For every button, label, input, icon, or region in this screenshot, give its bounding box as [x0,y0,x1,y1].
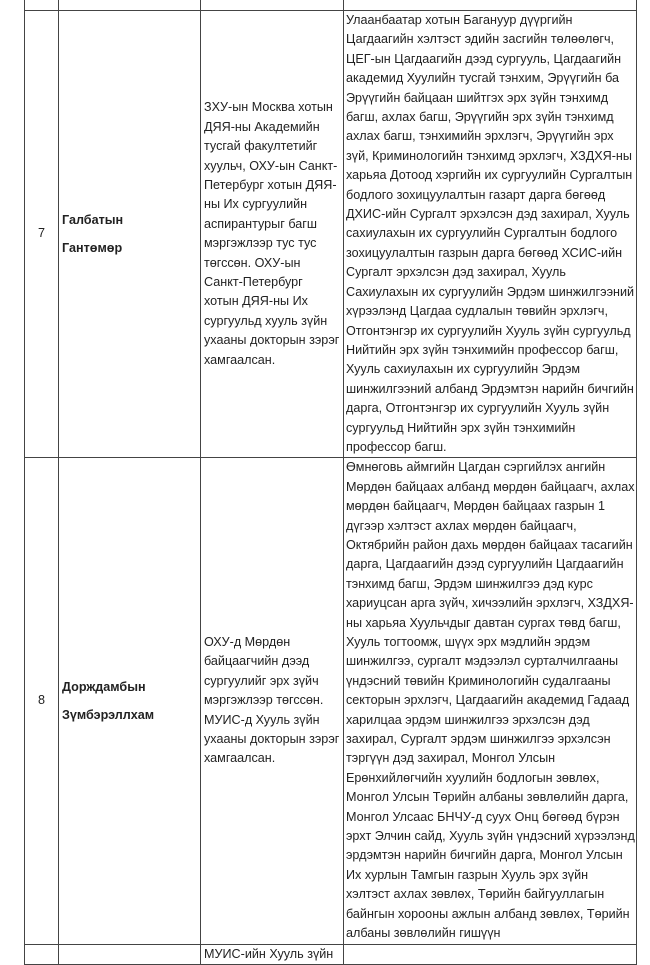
education-cell: ОХУ-д Мөрдөн байцаагчийн дээд сургуулийг эрх зүйч мэргэжлээр төгссөн. МУИС-д Хууль зүйн ухааны докторын зэрэг хамгаалсан. [201,458,344,944]
table-row [25,944,637,964]
name-last: Зүмбэрэллхам [62,707,155,722]
members-table [24,0,637,965]
name-first: Галбатын [62,213,124,228]
work-experience-cell: Улаанбаатар хотын Багануур дүүргийн Цагдаагийн хэлтэст эдийн засгийн төлөөлөгч, ЦЕГ-ын Цагдаагийн дээд сургууль, Цагдаагийн академид Хуулийн тусгай тэнхим, Эрүүгийн ба Эрүүгийн байцаан шийтгэх эрх зүйн тэнхимд багш, ахлах багш, Эрүүгийн эрх зүйн тэнхимд ахлах багш, тэнхимийн эрхлэгч, Эрүүгийн эрх зүй, Криминологийн тэнхимд эрхлэгч, ХЗДХЯ-ны харьяа Дотоод хэргийн их сургуулийн Сургалтын бодлого зохицуулалтын газарт дарга бөгөөд ДХИС-ийн Сургалт эрхэлсэн дэд захирал, Хууль сахиулахын их сургуулийн Сургалтын бодлого зохицуулалтын газрын дарга бөгөөд ХСИС-ийн Сургалт эрхэлсэн дэд захирал, Хууль Сахиулахын их сургуулийн Эрдэм шинжилгээний хүрээлэнд Цагдаа судлалын төвийн эрхлэгч, Отгонтэнгэр их сургуулийн Хууль зүйн сургуульд Нийтийн эрх зүйн тэнхимийн профессор багш, Хууль сахиулахын их сургуулийн Эрдэм шинжилгээний албанд Эрдэмтэн нарийн бичгийн дарга, Отгонтэнгэр их сургуулийн Хууль зүйн сургуульд Нийтийн эрх зүйн тэнхимийн профессор багш. [344,11,637,458]
row-number [25,944,59,964]
member-name [59,0,201,11]
row-number [25,0,59,11]
table-row [25,11,637,458]
member-name [59,11,201,458]
work-experience-cell [344,944,637,964]
education-cell [201,0,344,11]
table-row [25,458,637,944]
member-name [59,944,201,964]
name-last: Гантөмөр [62,241,123,256]
row-number: 7 [25,11,59,458]
row-number: 8 [25,458,59,944]
name-first: Дорждамбын [62,679,146,694]
work-experience-cell: Өмнөговь аймгийн Цагдан сэргийлэх ангийн Мөрдөн байцаах албанд мөрдөн байцаагч, ахлах мөрдөн байцаагч, Мөрдөн байцаах газрын 1 дүгээр хэлтэст ахлах мөрдөн байцаагч, Октябрийн район дахь мөрдөн байцаах тасагийн дарга, Цагдаагийн дээд сургуулийн Цагдаагийн тэнхимд багш, Эрдэм шинжилгээ дэд курс хариуцсан арга зүйч, хичээлийн эрхлэгч, ХЗДХЯ-ны харьяа Хуульчдыг давтан сургах төвд багш, Хууль тогтоомж, шүүх эрх мэдлийн эрдэм шинжилгээ, сургалт мэдээлэл сурталчилгааны үндэсний төвийн Криминологийн судалгааны секторын эрхлэгч, Цагдаагийн академид Гадаад харилцаа эрдэм шинжилгээ эрхэлсэн дэд захирал, Сургалт эрдэм шинжилгээ эрхэлсэн тэргүүн дэд захирал, Монгол Улсын Ерөнхийлөгчийн хуулийн бодлогын зөвлөх, Монгол Улсын Төрийн албаны зөвлөлийн дарга, Монгол Улсаас БНЧУ-д суух Онц бөгөөд бүрэн эрхт Элчин сайд, Хууль зүйн үндэсний хүрээлэнд эрдэмтэн нарийн бичгийн дарга, Монгол Улсын Их хурлын Тамгын газрын Хууль эрх зүйн хэлтэст ахлах зөвлөх, Төрийн байгууллагын байнгын хорооны ажлын албанд зөвлөх, Төрийн албаны зөвлөлийн гишүүн [344,458,637,944]
education-cell: ЗХУ-ын Москва хотын ДЯЯ-ны Академийн тусгай факултетийг хуульч, ОХУ-ын Санкт-Петербург хотын ДЯЯ-ны Их сургуулийн аспирантурыг багш мэргэжлээр тус тус төгссөн. ОХУ-ын Санкт-Петербург хотын ДЯЯ-ны Их сургуульд хууль зүйн ухааны докторын зэрэг хамгаалсан. [201,11,344,458]
table-row [25,0,637,11]
member-name [59,458,201,944]
work-experience-cell [344,0,637,11]
education-cell: МУИС-ийн Хууль зүйн [201,944,344,964]
